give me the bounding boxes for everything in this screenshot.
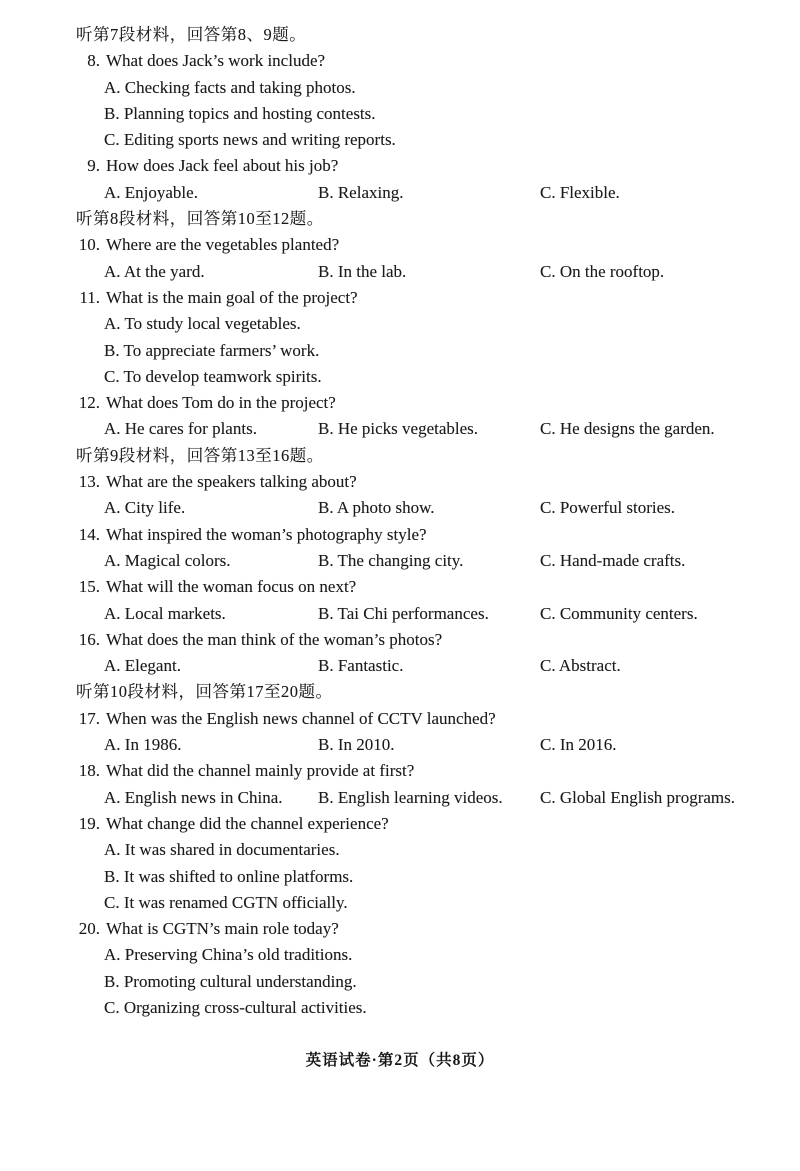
option: B. Relaxing. (318, 182, 404, 202)
options-row (0, 548, 800, 574)
section-header: 听第7段材料，回答第8、9题。 (76, 25, 307, 44)
question-text: What is CGTN’s main role today? (106, 919, 339, 939)
options-row (0, 732, 800, 758)
option: C. It was renamed CGTN officially. (104, 892, 348, 912)
question (0, 232, 800, 258)
option: C. Hand-made crafts. (540, 550, 686, 570)
option: A. Checking facts and taking photos. (104, 77, 356, 97)
question-number: 10. (78, 235, 100, 255)
question-number: 13. (78, 472, 100, 492)
option: A. Enjoyable. (104, 182, 198, 202)
option: A. At the yard. (104, 261, 205, 281)
option: A. English news in China. (104, 787, 283, 807)
options-row (0, 416, 800, 442)
option: C. To develop teamwork spirits. (104, 366, 322, 386)
question (0, 758, 800, 784)
question-text: How does Jack feel about his job? (106, 156, 339, 176)
option: C. He designs the garden. (540, 419, 715, 439)
option: A. Local markets. (104, 603, 226, 623)
question-number: 12. (78, 393, 100, 413)
question-number: 18. (78, 761, 100, 781)
options-row (0, 601, 800, 627)
option: A. To study local vegetables. (104, 314, 301, 334)
options-row (0, 495, 800, 521)
question-text: What are the speakers talking about? (106, 472, 357, 492)
section-header: 听第10段材料，回答第17至20题。 (76, 682, 333, 702)
section-header: 听第9段材料，回答第13至16题。 (76, 445, 324, 465)
question-text: What is the main goal of the project? (106, 287, 358, 307)
question-number: 17. (78, 708, 100, 728)
question-number: 16. (78, 629, 100, 649)
question-text: What inspired the woman’s photography style? (106, 524, 427, 544)
option: C. Global English programs. (540, 787, 736, 807)
option: B. Promoting cultural understanding. (104, 971, 357, 991)
question (0, 811, 800, 837)
option: B. Tai Chi performances. (318, 603, 489, 623)
options-row (0, 785, 800, 811)
option: A. In 1986. (104, 735, 182, 755)
option: B. To appreciate farmers’ work. (104, 340, 320, 360)
page-footer: 英语试卷·第2页（共8页） (305, 1052, 495, 1069)
option: B. The changing city. (318, 550, 464, 570)
option: A. He cares for plants. (104, 419, 257, 439)
option: C. Flexible. (540, 182, 620, 202)
question-number: 8. (87, 51, 100, 71)
option: B. Fantastic. (318, 656, 404, 676)
question (0, 153, 800, 179)
question-text: What change did the channel experience? (106, 813, 389, 833)
question-number: 14. (78, 524, 100, 544)
question (0, 390, 800, 416)
question-text: When was the English news channel of CCTV launched? (106, 708, 496, 728)
question-text: Where are the vegetables planted? (106, 235, 340, 255)
option: C. Editing sports news and writing reports. (104, 130, 396, 150)
question-number: 15. (78, 577, 100, 597)
option: B. Planning topics and hosting contests. (104, 103, 376, 123)
question (0, 627, 800, 653)
option: B. He picks vegetables. (318, 419, 479, 439)
section-header: 听第8段材料，回答第10至12题。 (76, 209, 324, 229)
option: B. A photo show. (318, 498, 435, 518)
option: C. Powerful stories. (540, 498, 676, 518)
option: B. In 2010. (318, 735, 395, 755)
question-text: What did the channel mainly provide at first? (106, 761, 415, 781)
question (0, 706, 800, 732)
option: B. It was shifted to online platforms. (104, 866, 354, 886)
option: C. Organizing cross-cultural activities. (104, 997, 367, 1017)
option: B. In the lab. (318, 261, 407, 281)
question-text: What does Jack’s work include? (106, 51, 326, 71)
question-number: 11. (79, 287, 100, 307)
option: B. English learning videos. (318, 787, 503, 807)
question (0, 285, 800, 311)
question-number: 19. (78, 813, 100, 833)
option: C. In 2016. (540, 735, 617, 755)
option: A. City life. (104, 498, 186, 518)
option: C. Abstract. (540, 656, 621, 676)
question (0, 574, 800, 600)
option: A. Elegant. (104, 656, 181, 676)
option: C. On the rooftop. (540, 261, 665, 281)
option: C. Community centers. (540, 603, 698, 623)
option: A. Magical colors. (104, 550, 231, 570)
option: A. It was shared in documentaries. (104, 840, 340, 860)
options-row (0, 653, 800, 679)
question-number: 9. (87, 156, 100, 176)
question-text: What will the woman focus on next? (106, 577, 357, 597)
options-row (0, 180, 800, 206)
question (0, 916, 800, 942)
exam-page (0, 22, 800, 1021)
question (0, 469, 800, 495)
option: A. Preserving China’s old traditions. (104, 945, 353, 965)
question (0, 522, 800, 548)
options-row (0, 259, 800, 285)
question-text: What does Tom do in the project? (106, 393, 336, 413)
question-number: 20. (78, 919, 100, 939)
question (0, 48, 800, 74)
question-text: What does the man think of the woman’s photos? (106, 629, 443, 649)
